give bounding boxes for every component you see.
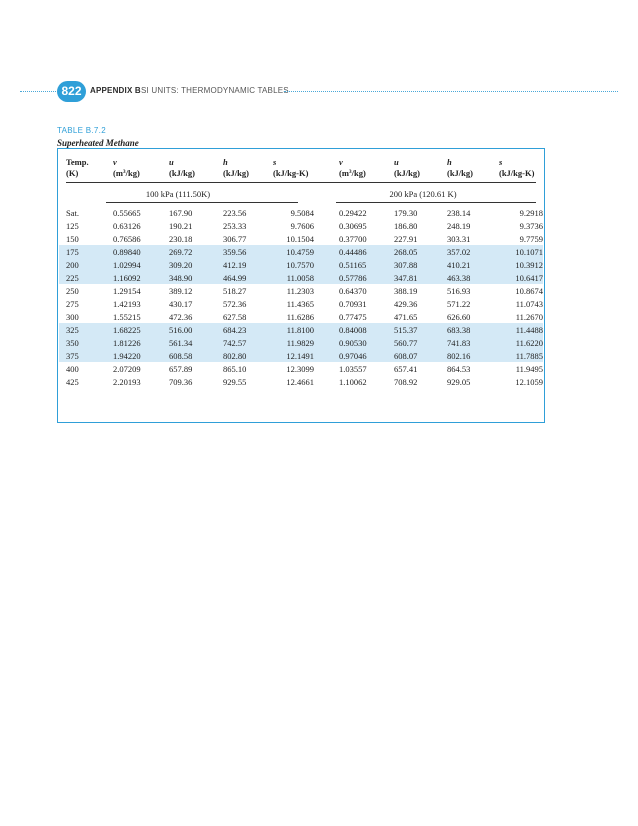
table-cell-h: 464.99 [223, 273, 247, 283]
header-h-left: h [223, 157, 228, 167]
table-cell-v: 1.16092 [113, 273, 141, 283]
header-s-right-unit: (kJ/kg-K) [499, 168, 535, 178]
table-cell-temp: 150 [66, 234, 79, 244]
header-dotted-rule-right [284, 91, 618, 92]
table-cell-v: 1.29154 [113, 286, 141, 296]
pressure-label-left: 100 kPa (111.50K) [145, 189, 211, 199]
table-row [59, 297, 543, 310]
table-cell-v: 2.20193 [113, 377, 141, 387]
pressure-rule-left [106, 202, 298, 203]
header-s-left-unit: (kJ/kg-K) [273, 168, 309, 178]
table-cell-h: 929.55 [223, 377, 247, 387]
header-v-left-unit: $(m^3/kg)$ [113, 168, 140, 178]
table-cell-temp: 275 [66, 299, 79, 309]
header-temp-left-unit: (K) [66, 168, 79, 178]
table-cell-temp: 400 [66, 364, 79, 374]
table-cell-v: 0.77475 [339, 312, 367, 322]
table-cell-h: 248.19 [447, 221, 471, 231]
table-cell-v: 1.42193 [113, 299, 141, 309]
header-s-right: s [499, 157, 503, 167]
table-cell-temp: 425 [66, 377, 79, 387]
table-cell-temp: 175 [66, 247, 79, 257]
table-cell-h: 627.58 [223, 312, 247, 322]
table-cell-s: 10.4759 [286, 247, 314, 257]
table-cell-h: 359.56 [223, 247, 247, 257]
table-cell-h: 802.80 [223, 351, 247, 361]
table-cell-h: 929.05 [447, 377, 471, 387]
table-cell-s: 11.0743 [515, 299, 543, 309]
table-cell-u: 179.30 [394, 208, 418, 218]
table-row [59, 206, 543, 219]
header-v-right: v [339, 157, 343, 167]
table-cell-v: 0.64370 [339, 286, 367, 296]
table-cell-u: 268.05 [394, 247, 418, 257]
table-cell-temp: 125 [66, 221, 79, 231]
table-cell-u: 472.36 [169, 312, 193, 322]
table-cell-u: 309.20 [169, 260, 193, 270]
table-cell-h: 357.02 [447, 247, 471, 257]
table-cell-s: 10.1071 [515, 247, 543, 257]
table-cell-s: 11.4488 [515, 325, 543, 335]
header-temp-left: Temp. [66, 157, 89, 167]
table-cell-s: 11.6286 [286, 312, 314, 322]
table-cell-u: 307.88 [394, 260, 418, 270]
header-v-right-unit: $(m^3/kg)$ [339, 168, 366, 178]
table-cell-v: 0.97046 [339, 351, 367, 361]
header-rule [66, 182, 536, 183]
table-cell-v: 0.55665 [113, 208, 141, 218]
table-cell-s: 10.6417 [515, 273, 543, 283]
table-cell-v: 1.81226 [113, 338, 141, 348]
table-cell-h: 463.38 [447, 273, 471, 283]
table-cell-h: 865.10 [223, 364, 247, 374]
table-cell-u: 347.81 [394, 273, 418, 283]
table-cell-h: 253.33 [223, 221, 247, 231]
table-cell-s: 11.8100 [286, 325, 314, 335]
table-cell-u: 186.80 [394, 221, 418, 231]
table-cell-h: 864.53 [447, 364, 471, 374]
table-cell-s: 11.6220 [515, 338, 543, 348]
table-cell-h: 742.57 [223, 338, 247, 348]
header-u-right: u [394, 157, 399, 167]
table-cell-u: 657.41 [394, 364, 418, 374]
table-row [59, 323, 543, 336]
table-cell-u: 515.37 [394, 325, 418, 335]
table-cell-v: 2.07209 [113, 364, 141, 374]
table-cell-h: 306.77 [223, 234, 247, 244]
table-row [59, 349, 543, 362]
table-cell-s: 11.4365 [286, 299, 314, 309]
table-cell-h: 684.23 [223, 325, 247, 335]
table-cell-s: 10.3912 [515, 260, 543, 270]
table-cell-h: 238.14 [447, 208, 471, 218]
table-row [59, 232, 543, 245]
table-cell-v: 1.10062 [339, 377, 367, 387]
table-cell-h: 802.16 [447, 351, 471, 361]
table-row [59, 271, 543, 284]
table-cell-v: 0.89840 [113, 247, 141, 257]
table-cell-h: 572.36 [223, 299, 247, 309]
table-cell-v: 0.57786 [339, 273, 367, 283]
table-title: Superheated Methane [57, 138, 139, 148]
table-cell-u: 230.18 [169, 234, 193, 244]
table-cell-u: 227.91 [394, 234, 418, 244]
table-cell-temp: 375 [66, 351, 79, 361]
data-table [57, 148, 545, 423]
table-cell-u: 708.92 [394, 377, 418, 387]
table-cell-s: 11.0058 [286, 273, 314, 283]
table-cell-temp: 300 [66, 312, 79, 322]
table-cell-temp: 200 [66, 260, 79, 270]
table-cell-temp: Sat. [66, 208, 79, 218]
pressure-rule-right [336, 202, 536, 203]
table-row [59, 258, 543, 271]
appendix-label: APPENDIX B [90, 86, 141, 95]
table-cell-v: 0.70931 [339, 299, 367, 309]
table-cell-s: 10.7570 [286, 260, 314, 270]
header-u-left-unit: (kJ/kg) [169, 168, 195, 178]
header-dotted-rule-left [20, 91, 56, 92]
table-cell-s: 11.2670 [515, 312, 543, 322]
table-cell-temp: 250 [66, 286, 79, 296]
table-cell-v: 1.68225 [113, 325, 141, 335]
table-row [59, 219, 543, 232]
table-cell-v: 0.30695 [339, 221, 367, 231]
table-row [59, 310, 543, 323]
table-cell-s: 10.1504 [286, 234, 314, 244]
table-cell-s: 12.3099 [286, 364, 314, 374]
table-row [59, 245, 543, 258]
table-cell-v: 1.02994 [113, 260, 141, 270]
table-cell-u: 657.89 [169, 364, 193, 374]
table-cell-s: 9.7759 [519, 234, 543, 244]
table-cell-u: 561.34 [169, 338, 193, 348]
table-cell-v: 0.44486 [339, 247, 367, 257]
table-cell-s: 9.3736 [519, 221, 543, 231]
page-number-badge: 822 [57, 81, 86, 102]
table-cell-u: 167.90 [169, 208, 193, 218]
table-cell-s: 11.2303 [286, 286, 314, 296]
table-cell-v: 1.94220 [113, 351, 141, 361]
table-cell-u: 269.72 [169, 247, 193, 257]
table-cell-h: 223.56 [223, 208, 247, 218]
table-cell-s: 12.1059 [515, 377, 543, 387]
table-cell-u: 429.36 [394, 299, 418, 309]
table-cell-h: 683.38 [447, 325, 471, 335]
table-cell-v: 0.29422 [339, 208, 367, 218]
table-cell-h: 303.31 [447, 234, 471, 244]
table-cell-temp: 325 [66, 325, 79, 335]
table-cell-h: 626.60 [447, 312, 471, 322]
table-cell-s: 9.7606 [290, 221, 314, 231]
table-label: TABLE B.7.2 [57, 126, 106, 135]
header-u-right-unit: (kJ/kg) [394, 168, 420, 178]
table-cell-u: 471.65 [394, 312, 418, 322]
table-cell-s: 9.5084 [290, 208, 314, 218]
table-cell-u: 348.90 [169, 273, 193, 283]
table-cell-s: 11.9829 [286, 338, 314, 348]
table-cell-s: 10.8674 [515, 286, 543, 296]
table-cell-v: 0.63126 [113, 221, 141, 231]
table-cell-u: 388.19 [394, 286, 418, 296]
table-cell-v: 0.37700 [339, 234, 367, 244]
table-cell-h: 516.93 [447, 286, 471, 296]
table-cell-u: 608.58 [169, 351, 193, 361]
table-cell-v: 1.55215 [113, 312, 141, 322]
table-cell-temp: 350 [66, 338, 79, 348]
table-cell-u: 709.36 [169, 377, 193, 387]
table-cell-u: 560.77 [394, 338, 418, 348]
table-cell-h: 410.21 [447, 260, 471, 270]
table-cell-h: 571.22 [447, 299, 471, 309]
header-h-right-unit: (kJ/kg) [447, 168, 473, 178]
table-cell-h: 741.83 [447, 338, 471, 348]
running-head [0, 81, 638, 103]
table-cell-u: 430.17 [169, 299, 193, 309]
table-cell-temp: 225 [66, 273, 79, 283]
header-v-left: v [113, 157, 117, 167]
appendix-title: SI UNITS: THERMODYNAMIC TABLES [141, 86, 289, 95]
table-row [59, 362, 543, 375]
table-cell-u: 608.07 [394, 351, 418, 361]
table-cell-s: 9.2918 [519, 208, 543, 218]
table-cell-u: 190.21 [169, 221, 193, 231]
header-h-right: h [447, 157, 452, 167]
table-cell-u: 389.12 [169, 286, 193, 296]
table-cell-h: 518.27 [223, 286, 247, 296]
table-cell-v: 1.03557 [339, 364, 367, 374]
table-cell-s: 11.7885 [515, 351, 543, 361]
table-cell-v: 0.84008 [339, 325, 367, 335]
header-h-left-unit: (kJ/kg) [223, 168, 249, 178]
table-cell-v: 0.51165 [339, 260, 367, 270]
table-cell-v: 0.90530 [339, 338, 367, 348]
table-cell-u: 516.00 [169, 325, 193, 335]
table-row [59, 375, 543, 388]
table-cell-s: 12.4661 [286, 377, 314, 387]
header-s-left: s [273, 157, 277, 167]
table-row [59, 284, 543, 297]
table-cell-s: 11.9495 [515, 364, 543, 374]
table-cell-s: 12.1491 [286, 351, 314, 361]
table-cell-v: 0.76586 [113, 234, 141, 244]
table-cell-h: 412.19 [223, 260, 247, 270]
pressure-label-right: 200 kPa (120.61 K) [389, 189, 457, 199]
header-u-left: u [169, 157, 174, 167]
table-row [59, 336, 543, 349]
